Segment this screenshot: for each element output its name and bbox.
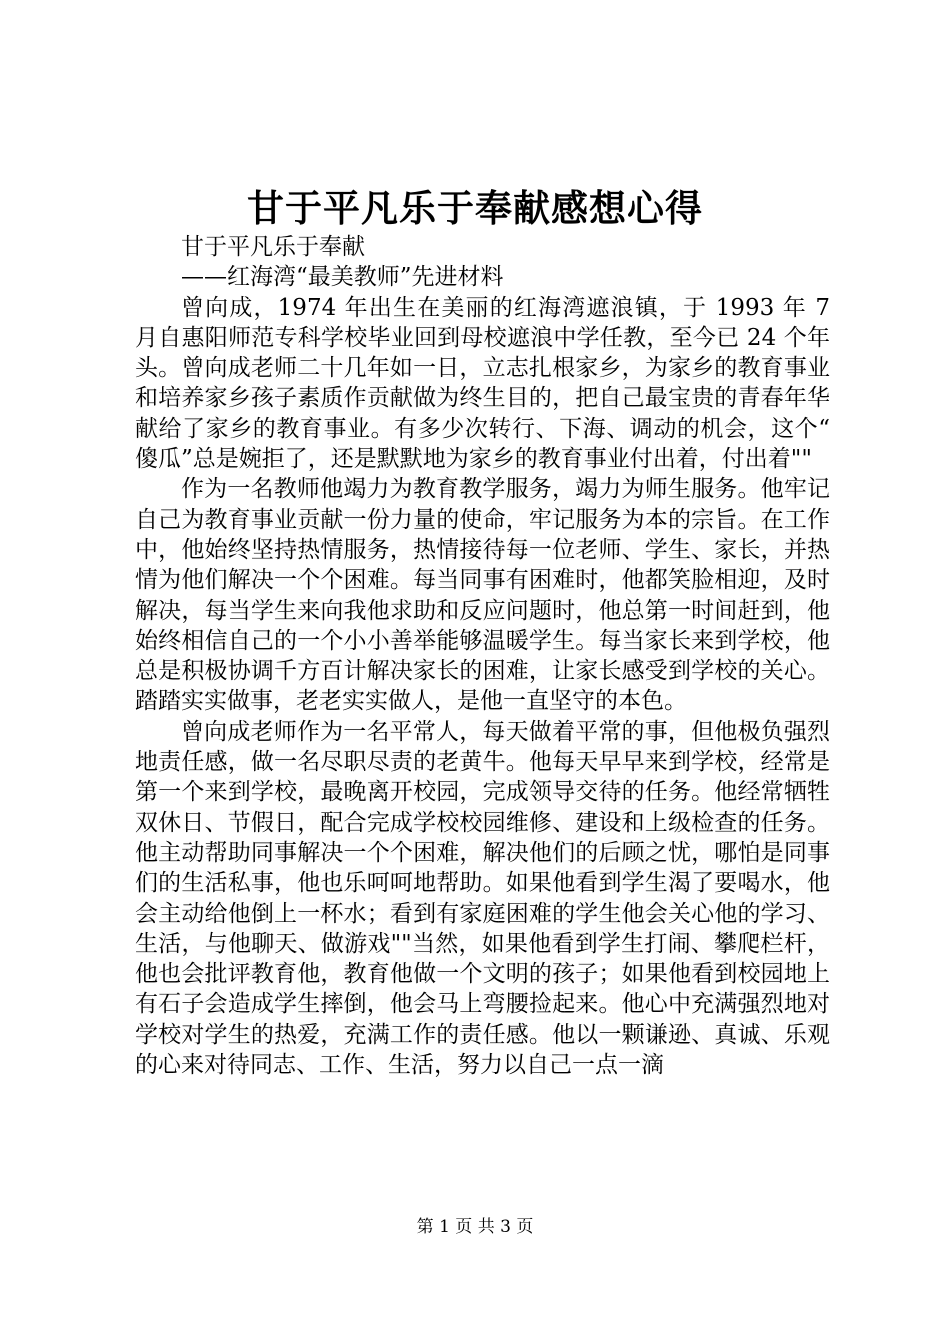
page-footer: 第 1 页 共 3 页 xyxy=(416,1217,534,1237)
paragraph-2: 作为一名教师他竭力为教育教学服务，竭力为师生服务。他牢记自己为教育事业贡献一份力量的使命，牢记服务为本的宗旨。在工作中，他始终坚持热情服务，热情接待每一位老师、学生、家长，并热情为他们解决一个个困难。每当同事有困难时，他都笑脸相迎，及时解决，每当学生来向我他求助和反应问题时，他总第一时间赶到，他始终相信自己的一个小小善举能够温暖学生。每当家长来到学校，他总是积极协调千方百计解决家长的困难，让家长感受到学校的关心。踏踏实实做事，老老实实做人，是他一直坚守的本色。 xyxy=(135,476,830,715)
paragraph-1: 曾向成，1974 年出生在美丽的红海湾遮浪镇，于 1993 年 7 月自惠阳师范专科学校毕业回到母校遮浪中学任教，至今已 24 个年头。曾向成老师二十几年如一日，立志扎根家乡，为家乡的教育事业和培养家乡孩子素质作贡献做为终生目的，把自己最宝贵的青春年华献给了家乡的教育事业。有多少次转行、下海、调动的机会，这个“傻瓜”总是婉拒了，还是默默地为家乡的教育事业付出着，付出着"" xyxy=(135,294,830,473)
subtitle-line: 甘于平凡乐于奉献 xyxy=(181,234,365,260)
byline: ——红海湾“最美教师”先进材料 xyxy=(181,264,504,291)
document-body xyxy=(135,232,830,1080)
document-title: 甘于平凡乐于奉献感想心得 xyxy=(247,186,703,230)
paragraph-3: 曾向成老师作为一名平常人，每天做着平常的事，但他极负强烈地责任感，做一名尽职尽责的老黄牛。他每天早早来到学校，经常是第一个来到学校，最晚离开校园，完成领导交待的任务。他经常牺牲双休日、节假日，配合完成学校校园维修、建设和上级检查的任务。他主动帮助同事解决一个个困难，解决他们的后顾之忧，哪怕是同事们的生活私事，他也乐呵呵地帮助。如果他看到学生渴了要喝水，他会主动给他倒上一杯水；看到有家庭困难的学生他会关心他的学习、生活，与他聊天、做游戏""当然，如果他看到学生打闹、攀爬栏杆，他也会批评教育他，教育他做一个文明的孩子；如果他看到校园地上有石子会造成学生摔倒，他会马上弯腰捡起来。他心中充满强烈地对学校对学生的热爱，充满工作的责任感。他以一颗谦逊、真诚、乐观的心来对待同志、工作、生活，努力以自己一点一滴 xyxy=(135,718,830,1079)
